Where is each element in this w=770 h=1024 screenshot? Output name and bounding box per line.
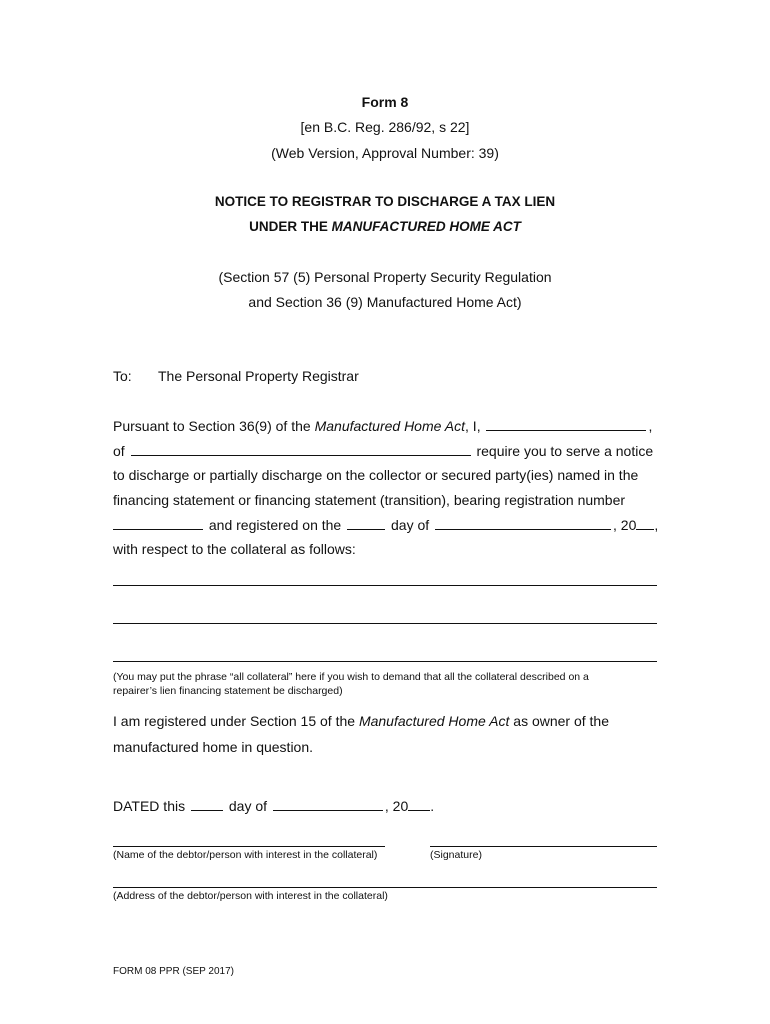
note-line1: (You may put the phrase “all collateral” here if you wish to demand that all the collateral described on a [113,671,589,683]
debtor-name-label: (Name of the debtor/person with interest in the collateral) [113,849,378,861]
signature-line[interactable] [430,846,657,847]
collateral-line-1[interactable] [113,585,657,586]
dated-year-prefix: , 20 [384,798,409,814]
debtor-address-label: (Address of the debtor/person with interest in the collateral) [113,890,388,902]
day-of-label: day of [391,517,430,533]
dated-end: . [430,798,435,814]
debtor-address-line[interactable] [113,887,657,888]
body-line2 [113,442,653,459]
dated-line [113,797,434,814]
collateral-line-3[interactable] [113,661,657,662]
body-act-name: Manufactured Home Act [314,418,466,434]
body-line1-end: , [648,418,653,434]
body-line2-text: require you to serve a notice [476,443,654,459]
debtor-name-line[interactable] [113,846,385,847]
form-code: FORM 08 PPR (SEP 2017) [113,966,234,977]
body-line4: financing statement or financing statement (transition), bearing registration number [113,492,626,508]
dated-day-field[interactable] [191,797,223,811]
signature-label: (Signature) [430,849,482,861]
subtitle-line2: and Section 36 (9) Manufactured Home Act) [248,294,522,310]
year-prefix: , 20 [613,517,637,533]
body-line1-text: Pursuant to Section 36(9) of the [113,418,315,434]
title-act-name: MANUFACTURED HOME ACT [331,219,521,234]
owner-line2: manufactured home in question. [113,739,314,755]
notice-title-line2 [0,219,770,234]
declarant-name-field[interactable] [486,417,646,431]
declarant-address-field[interactable] [131,442,471,456]
owner-line1 [113,713,609,729]
owner-text-b: as owner of the [509,713,610,729]
of-label: of [113,443,125,459]
body-line1 [113,417,652,434]
regulation-reference: [en B.C. Reg. 286/92, s 22] [300,119,470,135]
owner-act-name: Manufactured Home Act [358,713,510,729]
note-line2: repairer’s lien financing statement be discharged) [113,685,343,697]
dated-day-of-label: day of [228,798,268,814]
registered-day-field[interactable] [347,516,385,530]
registration-number-field[interactable] [113,516,203,530]
form-title: Form 8 [361,94,409,110]
to-label: To: [113,368,132,384]
dated-month-field[interactable] [273,797,383,811]
registered-month-field[interactable] [435,516,611,530]
body-line5 [113,516,658,533]
dated-label: DATED this [113,798,186,814]
body-line5-end: , [654,517,659,533]
registered-year-field[interactable] [636,516,654,530]
dated-year-field[interactable] [408,797,430,811]
to-value: The Personal Property Registrar [158,368,359,384]
notice-title-line1: NOTICE TO REGISTRAR TO DISCHARGE A TAX LIEN [214,194,556,209]
body-line6: with respect to the collateral as follows: [113,541,356,557]
body-line1-suffix: , I, [465,418,481,434]
collateral-line-2[interactable] [113,623,657,624]
body-line3: to discharge or partially discharge on the collector or secured party(ies) named in the [113,467,639,483]
registered-on-label: and registered on the [208,517,342,533]
owner-text-a: I am registered under Section 15 of the [113,713,359,729]
subtitle-line1: (Section 57 (5) Personal Property Security Regulation [218,269,552,285]
title-prefix: UNDER THE [249,219,332,234]
web-version: (Web Version, Approval Number: 39) [271,145,499,161]
